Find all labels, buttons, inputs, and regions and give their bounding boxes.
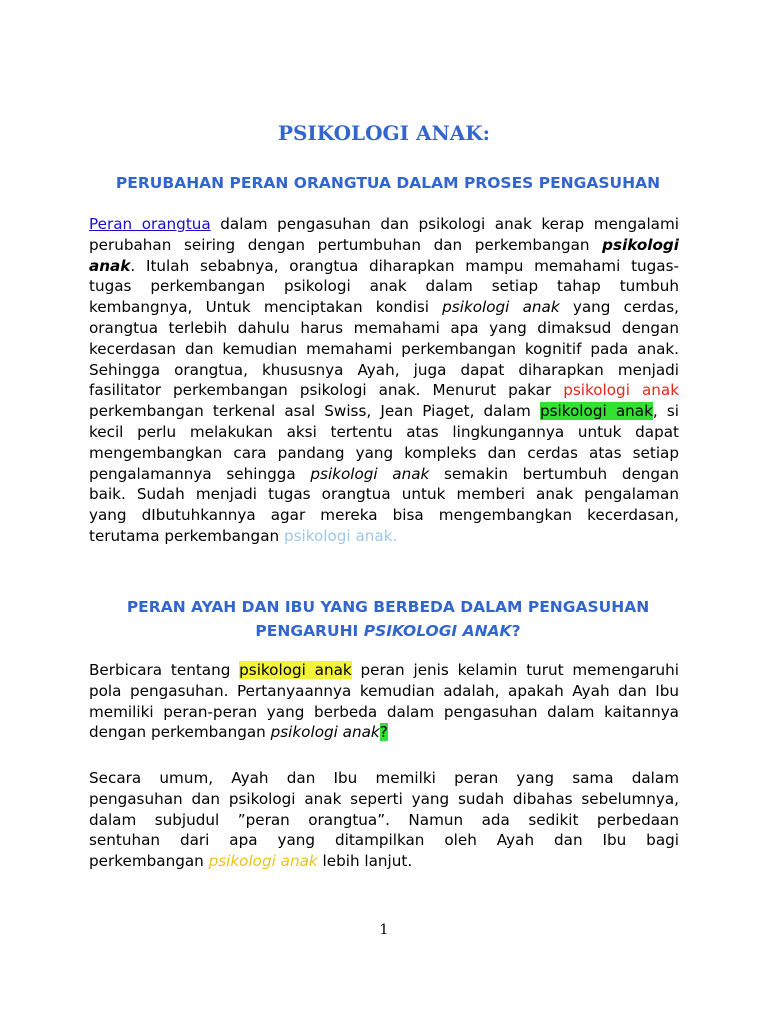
green-highlight-text: psikologi anak — [539, 402, 653, 421]
text-span: yang cerdas, — [559, 298, 679, 317]
text-line: Sehingga orangtua, khususnya Ayah, juga dapat diharapkan menjadi — [89, 360, 679, 379]
paragraph-3 — [89, 768, 679, 872]
text-line — [89, 464, 679, 485]
text-line: yang dIbutuhkannya agar mereka bisa mengembangkan kecerdasan, — [89, 506, 679, 525]
text-span: . Itulah sebabnya, orangtua diharapkan mampu memahami tugas- — [130, 256, 679, 275]
text-line: mengembangkan cara pandang yang kompleks dan cerdas atas setiap — [89, 443, 679, 462]
text-line: sentuhan dari apa yang ditampilkan oleh Ayah dan Ibu bagi — [89, 831, 679, 850]
yellow-italic-link-text[interactable]: psikologi anak — [208, 852, 318, 871]
text-line — [89, 851, 679, 872]
heading-line — [80, 619, 696, 643]
heading-line: PERAN AYAH DAN IBU YANG BERBEDA DALAM PENGASUHAN — [126, 598, 650, 616]
text-line — [89, 660, 679, 681]
text-span: PENGARUHI — [255, 622, 364, 640]
text-line: orangtua terlebih dahulu harus memahami apa yang dimaksud dengan — [89, 318, 679, 337]
text-line — [89, 235, 679, 256]
text-span: semakin bertumbuh dengan — [429, 464, 680, 483]
light-blue-link-text[interactable]: psikologi anak. — [283, 526, 398, 545]
page-number: 1 — [379, 922, 389, 938]
text-line — [89, 722, 679, 743]
italic-text: psikologi anak — [270, 723, 380, 742]
text-span: peran jenis kelamin turut memengaruhi — [351, 661, 679, 679]
peran-orangtua-link[interactable]: Peran orangtua — [89, 215, 211, 233]
text-line — [89, 526, 679, 547]
text-line — [89, 297, 679, 318]
text-line: kecil perlu melakukan aksi tertentu atas lingkungannya untuk dapat — [89, 422, 679, 441]
text-line: tugas perkembangan psikologi anak dalam setiap tahap tumbuh — [89, 277, 679, 296]
paragraph-2 — [89, 660, 679, 743]
italic-text: PSIKOLOGI ANAK — [363, 622, 512, 640]
document-title: PSIKOLOGI ANAK: — [277, 121, 491, 145]
text-line — [89, 401, 679, 422]
emphasis-text: anak — [89, 256, 131, 275]
text-span: dengan perkembangan — [89, 723, 271, 742]
text-span: dalam pengasuhan dan psikologi anak kerap mengalami — [210, 215, 679, 233]
text-span: Berbicara tentang — [89, 661, 240, 679]
green-highlight-text: ? — [379, 723, 388, 742]
text-span: ? — [511, 622, 521, 640]
text-line: memiliki peran-peran yang berbeda dalam pengasuhan dalam kaitannya — [89, 702, 679, 721]
yellow-highlight-text: psikologi anak — [239, 661, 352, 679]
italic-text: psikologi anak — [442, 298, 560, 317]
text-line: Secara umum, Ayah dan Ibu memilki peran yang sama dalam — [89, 769, 679, 787]
text-span: pengalamannya sehingga — [89, 464, 311, 483]
text-line: kecerdasan dan kemudian memahami perkembangan kognitif pada anak. — [89, 339, 679, 358]
italic-text: psikologi anak — [310, 464, 430, 483]
text-span: terutama perkembangan — [89, 526, 284, 545]
red-link-text[interactable]: psikologi anak — [563, 381, 680, 400]
text-line: pengasuhan dan psikologi anak seperti yang sudah dibahas sebelumnya, — [89, 789, 679, 808]
text-span: kembangnya, Untuk menciptakan kondisi — [89, 298, 443, 317]
paragraph-1 — [89, 214, 679, 547]
text-line: baik. Sudah menjadi tugas orangtua untuk memberi anak pengalaman — [89, 485, 679, 504]
text-span: fasilitator perkembangan psikologi anak. Menurut pakar — [89, 381, 564, 400]
text-line: pola pengasuhan. Pertanyaannya kemudian adalah, apakah Ayah dan Ibu — [89, 681, 679, 700]
section-heading-2 — [80, 595, 696, 643]
text-span: lebih lanjut. — [317, 852, 413, 871]
text-span: perubahan seiring dengan pertumbuhan dan perkembangan — [89, 235, 603, 254]
text-line — [89, 214, 679, 235]
text-line: dalam subjudul ”peran orangtua”. Namun ada sedikit perbedaan — [89, 810, 679, 829]
emphasis-text: psikologi — [602, 235, 679, 254]
text-span: perkembangan — [89, 852, 209, 871]
text-span: perkembangan terkenal asal Swiss, Jean Piaget, dalam — [89, 402, 540, 421]
text-line — [89, 256, 679, 277]
text-span: , si — [652, 402, 679, 421]
section-heading-1: PERUBAHAN PERAN ORANGTUA DALAM PROSES PENGASUHAN — [115, 174, 661, 192]
text-line — [89, 380, 679, 401]
